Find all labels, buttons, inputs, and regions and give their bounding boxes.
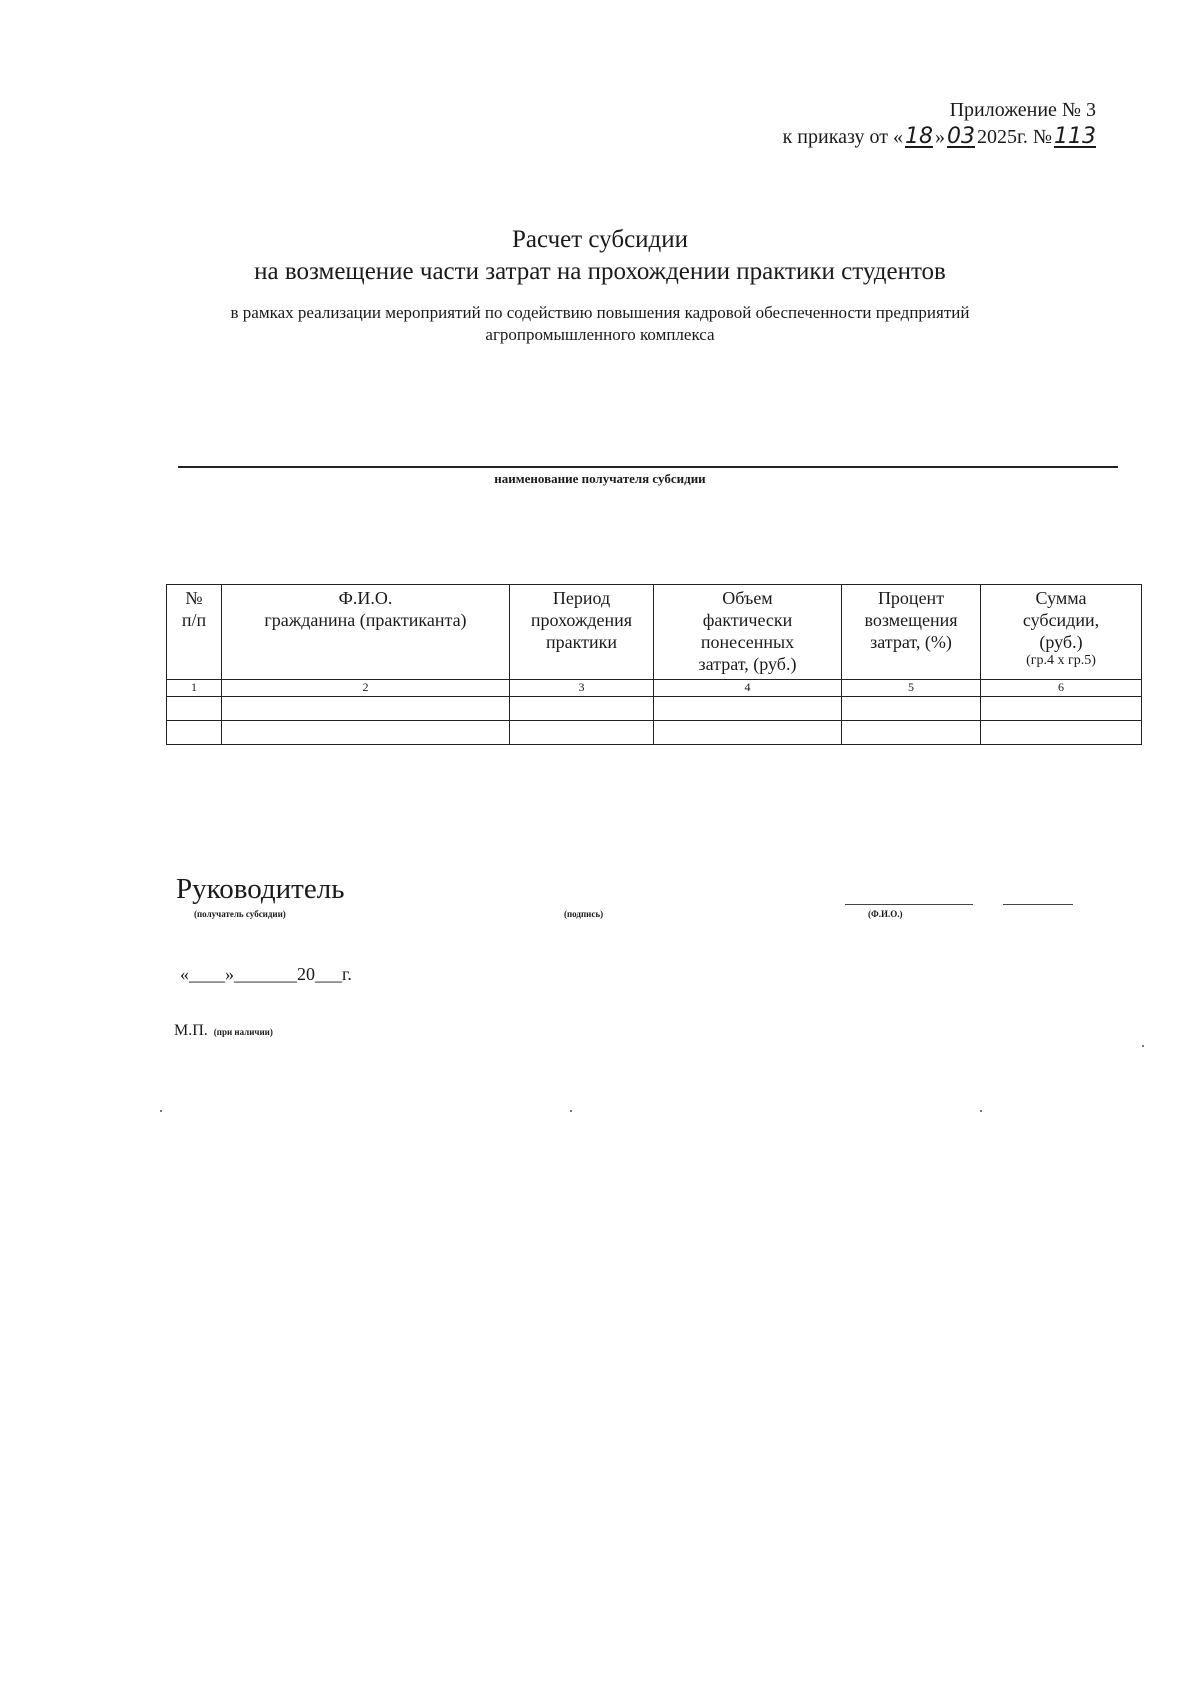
column-number: 5 — [842, 680, 981, 697]
appendix-number: Приложение № 3 — [949, 99, 1096, 121]
header-cell-text: затрат, (%) — [870, 632, 952, 652]
header-cell-text: Сумма — [1035, 588, 1087, 608]
document-scope-line2: агропромышленного комплекса — [485, 325, 715, 344]
order-day-handwritten: 18 — [904, 124, 933, 149]
header-cell-text: Период — [552, 588, 611, 608]
column-number-row — [167, 680, 1142, 697]
header-cell-text: затрат, (руб.) — [698, 654, 797, 674]
document-subtitle: на возмещение части затрат на прохождении практики студентов — [254, 258, 946, 285]
header-cell-text: понесенных — [700, 632, 795, 652]
order-prefix: к приказу от « — [782, 126, 903, 148]
header-cell-amount — [981, 585, 1142, 680]
header-cell-number — [167, 585, 222, 680]
scan-artifact — [570, 1110, 572, 1112]
header-cell-text: фактически — [702, 610, 793, 630]
head-title: Руководитель — [176, 873, 345, 905]
stamp-note: (при наличии) — [213, 1027, 273, 1037]
table-cell — [842, 721, 981, 745]
scan-artifact — [1142, 1045, 1144, 1047]
signature-label: (подпись) — [564, 909, 604, 919]
order-number-handwritten: 113 — [1054, 124, 1096, 149]
column-number: 4 — [654, 680, 842, 697]
header-cell-text: Ф.И.О. — [338, 588, 393, 608]
table-cell — [222, 697, 510, 721]
table-cell — [510, 697, 654, 721]
fio-line-extra — [1003, 904, 1073, 905]
header-cell-text: возмещения — [864, 610, 958, 630]
table-cell — [510, 721, 654, 745]
stamp-label: М.П. — [174, 1022, 208, 1039]
header-cell-text: гражданина (практиканта) — [264, 610, 467, 630]
order-month-handwritten: 03 — [946, 124, 975, 149]
scan-artifact — [980, 1110, 982, 1112]
column-number: 2 — [222, 680, 510, 697]
fio-line — [845, 904, 973, 905]
table-row — [167, 721, 1142, 745]
table-cell — [981, 697, 1142, 721]
table-cell — [654, 721, 842, 745]
order-year: 2025г. № — [976, 126, 1052, 148]
header-cell-formula-note: (гр.4 х гр.5) — [1026, 653, 1096, 668]
table-row — [167, 697, 1142, 721]
column-number: 6 — [981, 680, 1142, 697]
recipient-name-caption: наименование получателя субсидии — [494, 471, 706, 486]
date-line: «____»_______20___г. — [180, 964, 352, 984]
recipient-label: (получатель субсидии) — [194, 909, 286, 919]
header-cell-costs — [654, 585, 842, 680]
header-cell-period — [510, 585, 654, 680]
subsidy-calculation-table — [166, 584, 1142, 745]
table-cell — [222, 721, 510, 745]
scan-artifact — [160, 1110, 162, 1112]
header-cell-text: п/п — [181, 610, 207, 630]
header-cell-text: (руб.) — [1039, 632, 1083, 652]
header-cell-text: прохождения — [530, 610, 633, 630]
document-scope-line1: в рамках реализации мероприятий по содействию повышения кадровой обеспеченности предприятий — [230, 303, 970, 322]
fio-label: (Ф.И.О.) — [868, 909, 903, 919]
column-number: 1 — [167, 680, 222, 697]
header-cell-text: субсидии, — [1022, 610, 1100, 630]
order-reference — [783, 124, 1098, 149]
header-cell-text: Процент — [877, 588, 945, 608]
header-cell-text: № — [185, 588, 203, 608]
header-cell-text: Объем — [722, 588, 773, 608]
recipient-name-line — [178, 466, 1118, 468]
stamp-place — [174, 1022, 273, 1040]
table-cell — [654, 697, 842, 721]
table-cell — [167, 697, 222, 721]
header-cell-fio — [222, 585, 510, 680]
table-cell — [842, 697, 981, 721]
order-mid: » — [934, 126, 945, 148]
document-title: Расчет субсидии — [511, 226, 689, 253]
table-cell — [167, 721, 222, 745]
header-cell-text: практики — [545, 632, 617, 652]
header-cell-percent — [842, 585, 981, 680]
column-number: 3 — [510, 680, 654, 697]
table-cell — [981, 721, 1142, 745]
table-header-row — [167, 585, 1142, 680]
